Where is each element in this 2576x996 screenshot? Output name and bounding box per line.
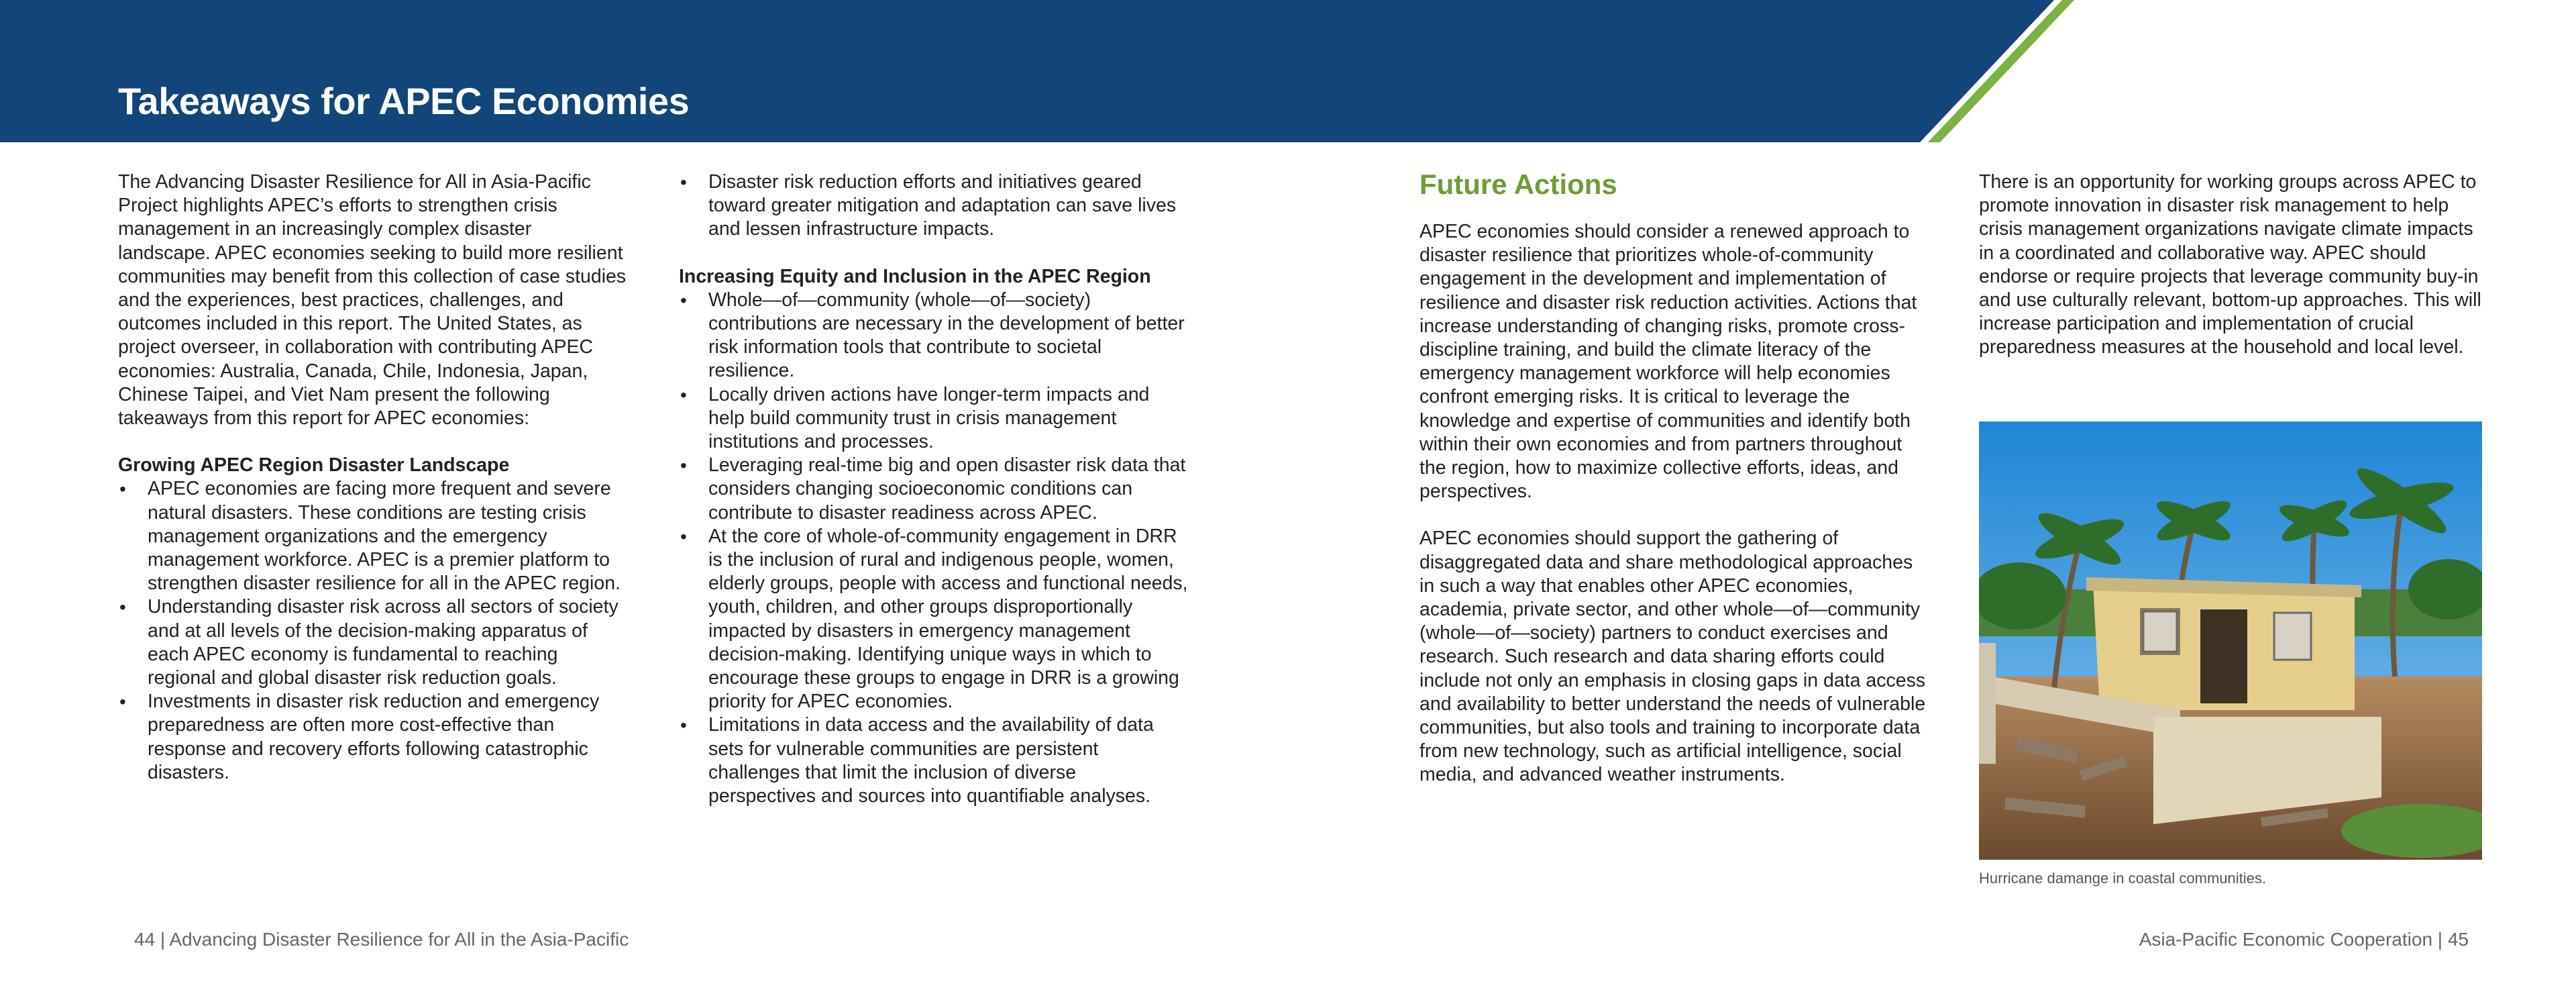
left-column-1: [118, 170, 628, 785]
future-actions-paragraph: APEC economies should support the gathering of disaggregated data and share methodological approaches in such a way that enables other APEC economies, academia, private sector, and other whole—of—community (whole—of—society) partners to conduct exercises and research. Such research and data sharing efforts could include not only an emphasis in closing gaps in data access and availability to better understand the needs of vulnerable communities, but also tools and training to incorporate data from new technology, such as artificial intelligence, social media, and advanced weather instruments.: [1419, 528, 1926, 786]
footer-left-page: 44 | Advancing Disaster Resilience for All in the Asia-Pacific: [134, 929, 629, 950]
future-actions-paragraph: APEC economies should consider a renewed approach to disaster resilience that prioritizes whole-of-community engagement in the development and implementation of resilience and disaster risk reduction activities. Actions that increase understanding of changing risks, promote cross-discipline training, and build the climate literacy of the emergency management workforce will help economies confront emerging risks. It is critical to leverage the knowledge and expertise of communities and identify both within their own economies and from partners throughout the region, how to maximize collective efforts, ideas, and perspectives.: [1419, 221, 1917, 503]
list-item: • APEC economies are facing more frequent and severe natural disasters. These conditions are testing crisis management organizations and the emergency management workforce. APEC is a premier platform to strengthen disaster resilience for all in the APEC region.: [118, 477, 628, 595]
left-column-2: [679, 170, 1189, 808]
list-item: • Investments in disaster risk reduction and emergency preparedness are often more cost-effective than response and recovery efforts following catastrophic disasters.: [118, 690, 628, 785]
list-item: • Limitations in data access and the availability of data sets for vulnerable communities are persistent challenges that limit the inclusion of diverse perspectives and sources into quantifiable analyses.: [679, 713, 1189, 808]
disaster-landscape-list-continued: [679, 170, 1189, 242]
section-heading-equity-inclusion: Increasing Equity and Inclusion in the APEC Region: [679, 265, 1151, 287]
header-banner: [0, 0, 2576, 142]
future-actions-paragraph: There is an opportunity for working groups across APEC to promote innovation in disaster risk management to help crisis management organizations navigate climate impacts in a coordinated and collaborative way. APEC should endorse or require projects that leverage community buy-in and use culturally relevant, bottom-up approaches. This will increase participation and implementation of crucial preparedness measures at the household and local level.: [1979, 171, 2481, 358]
hurricane-damage-photo: [1979, 421, 2482, 860]
disaster-landscape-list: [118, 477, 628, 785]
equity-inclusion-list: [679, 289, 1189, 808]
list-item: • Leveraging real-time big and open disaster risk data that considers changing socioeconomic conditions can contribute to disaster readiness across APEC.: [679, 454, 1189, 525]
list-item: • Understanding disaster risk across all sectors of society and at all levels of the decision-making apparatus of each APEC economy is fundamental to reaching regional and global disaster risk reduction goals.: [118, 595, 628, 690]
list-item: • Whole—of—community (whole—of—society) contributions are necessary in the development of better risk information tools that contribute to societal resilience.: [679, 289, 1189, 383]
list-item: • At the core of whole-of-community engagement in DRR is the inclusion of rural and indigenous people, women, elderly groups, people with access and functional needs, youth, children, and other groups disproportionally impacted by disasters in emergency management decision-making. Identifying unique ways in which to encourage these groups to engage in DRR is a growing priority for APEC economies.: [679, 525, 1189, 714]
right-column-1: [1419, 168, 1929, 787]
intro-paragraph: The Advancing Disaster Resilience for All in Asia-Pacific Project highlights APEC’s efforts to strengthen crisis management in an increasingly complex disaster landscape. APEC economies seeking to build more resilient communities may benefit from this collection of case studies and the experiences, best practices, challenges, and outcomes included in this report. The United States, as project overseer, in collaboration with contributing APEC economies: Australia, Canada, Chile, Indonesia, Japan, Chinese Taipei, and Viet Nam present the following takeaways from this report for APEC economies:: [118, 171, 627, 430]
section-heading-disaster-landscape: Growing APEC Region Disaster Landscape: [118, 454, 510, 477]
right-column-2: [1979, 170, 2489, 360]
footer-right-page: Asia-Pacific Economic Cooperation | 45: [2139, 929, 2469, 950]
photo-caption: Hurricane damange in coastal communities.: [1979, 870, 2266, 887]
page-title: Takeaways for APEC Economies: [118, 80, 690, 122]
list-item: • Disaster risk reduction efforts and initiatives geared toward greater mitigation and adaptation can save lives and lessen infrastructure impacts.: [679, 170, 1189, 242]
list-item: • Locally driven actions have longer-term impacts and help build community trust in crisis management institutions and processes.: [679, 383, 1189, 454]
future-actions-heading: Future Actions: [1419, 168, 1617, 200]
